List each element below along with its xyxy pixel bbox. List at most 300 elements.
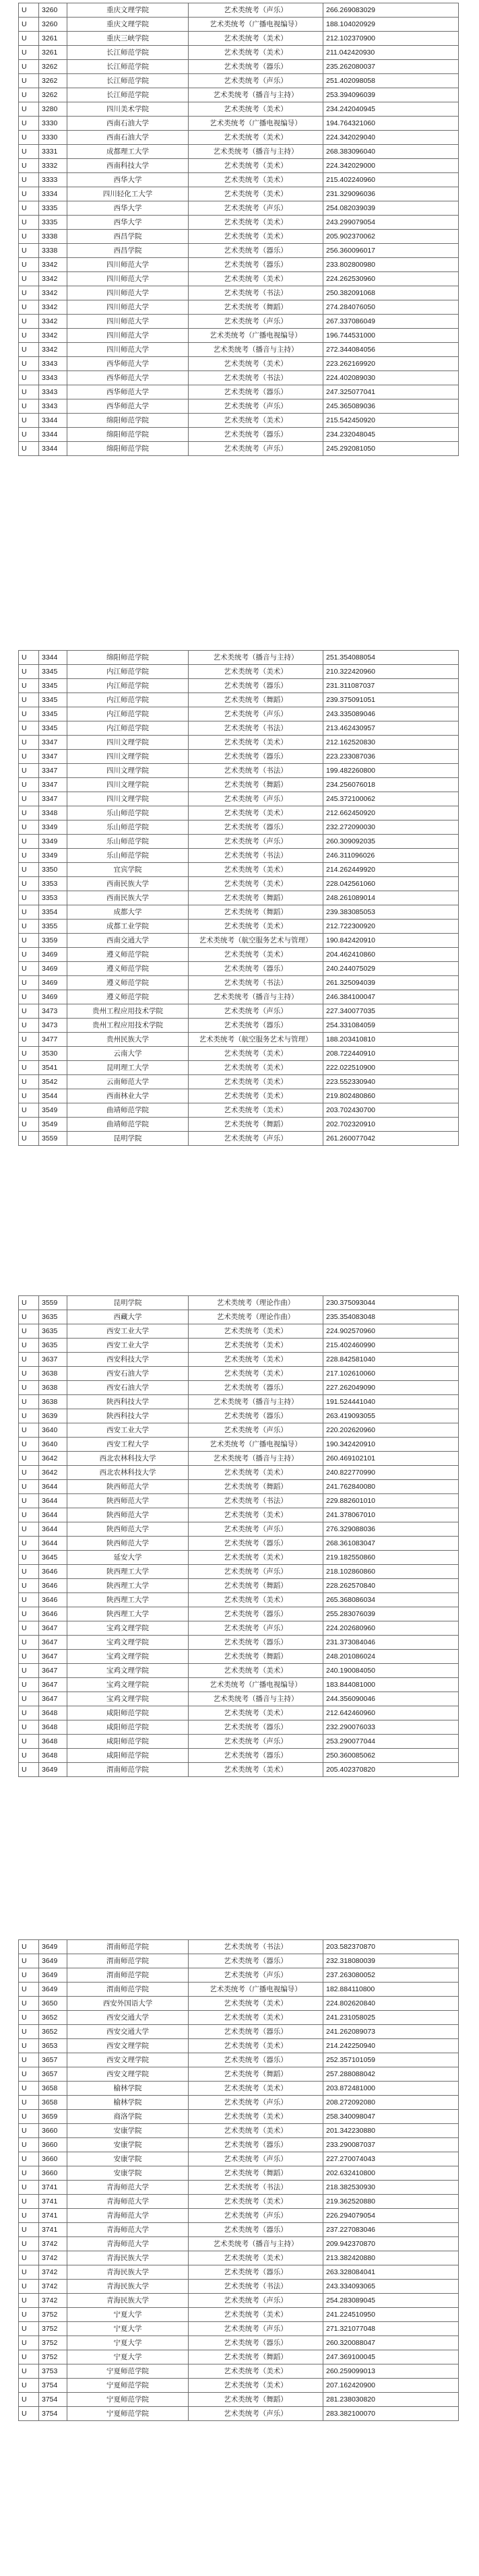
category-cell: 艺术类统考（美术）	[189, 2251, 323, 2265]
category-cell: 艺术类统考（舞蹈）	[189, 1480, 323, 1494]
score-cell: 204.462410860	[323, 948, 459, 962]
school-name-cell: 遵义师范学院	[67, 990, 189, 1004]
school-name-cell: 乐山师范学院	[67, 835, 189, 849]
school-code-cell: 3647	[39, 1664, 67, 1678]
table-row	[19, 1940, 459, 1954]
category-cell: 艺术类统考（器乐）	[189, 428, 323, 442]
batch-cell: U	[19, 442, 39, 456]
school-code-cell: 3261	[39, 32, 67, 46]
table-row	[19, 102, 459, 117]
table-row	[19, 877, 459, 891]
batch-cell: U	[19, 2322, 39, 2336]
score-cell: 224.902570960	[323, 1324, 459, 1339]
category-cell: 艺术类统考（美术）	[189, 357, 323, 371]
school-code-cell: 3637	[39, 1353, 67, 1367]
batch-cell: U	[19, 1103, 39, 1118]
category-cell: 艺术类统考（播音与主持）	[189, 343, 323, 357]
batch-cell: U	[19, 46, 39, 60]
table-row	[19, 976, 459, 990]
category-cell: 艺术类统考（声乐）	[189, 1132, 323, 1146]
category-cell: 艺术类统考（美术）	[189, 272, 323, 286]
batch-cell: U	[19, 18, 39, 32]
batch-cell: U	[19, 1593, 39, 1607]
school-name-cell: 贵州工程应用技术学院	[67, 1004, 189, 1019]
table-row	[19, 693, 459, 707]
score-cell: 203.872481000	[323, 2082, 459, 2096]
batch-cell: U	[19, 1353, 39, 1367]
school-name-cell: 贵州工程应用技术学院	[67, 1019, 189, 1033]
category-cell: 艺术类统考（书法）	[189, 286, 323, 300]
school-code-cell: 3754	[39, 2407, 67, 2421]
category-cell: 艺术类统考（美术）	[189, 1508, 323, 1522]
category-cell: 艺术类统考（器乐）	[189, 1019, 323, 1033]
table-row	[19, 230, 459, 244]
batch-cell: U	[19, 2039, 39, 2053]
table-row	[19, 315, 459, 329]
batch-cell: U	[19, 1423, 39, 1438]
school-name-cell: 绵阳师范学院	[67, 651, 189, 665]
school-name-cell: 西安工业大学	[67, 1339, 189, 1353]
score-cell: 199.482260800	[323, 764, 459, 778]
category-cell: 艺术类统考（舞蹈）	[189, 300, 323, 315]
school-name-cell: 贵州民族大学	[67, 1033, 189, 1047]
school-code-cell: 3335	[39, 216, 67, 230]
school-name-cell: 陕西理工大学	[67, 1565, 189, 1579]
score-cell: 196.744531000	[323, 329, 459, 343]
batch-cell: U	[19, 1089, 39, 1103]
category-cell: 艺术类统考（广播电视编导）	[189, 1983, 323, 1997]
school-name-cell: 青海师范大学	[67, 2181, 189, 2195]
batch-cell: U	[19, 1047, 39, 1061]
category-cell: 艺术类统考（播音与主持）	[189, 145, 323, 159]
score-cell: 243.334093065	[323, 2280, 459, 2294]
batch-cell: U	[19, 371, 39, 385]
table-row	[19, 1664, 459, 1678]
school-code-cell: 3659	[39, 2110, 67, 2124]
school-name-cell: 西北农林科技大学	[67, 1452, 189, 1466]
score-cell: 218.102860860	[323, 1565, 459, 1579]
table-row	[19, 1692, 459, 1706]
school-name-cell: 宁夏师范学院	[67, 2393, 189, 2407]
table-row	[19, 286, 459, 300]
score-cell: 208.722440910	[323, 1047, 459, 1061]
school-code-cell: 3331	[39, 145, 67, 159]
school-name-cell: 陕西师范大学	[67, 1494, 189, 1508]
category-cell: 艺术类统考（书法）	[189, 976, 323, 990]
batch-cell: U	[19, 187, 39, 201]
table-row	[19, 117, 459, 131]
table-row	[19, 1579, 459, 1593]
table-row	[19, 1537, 459, 1551]
score-cell: 213.382420880	[323, 2251, 459, 2265]
table-row	[19, 343, 459, 357]
score-cell: 213.462430957	[323, 721, 459, 736]
table-row	[19, 2237, 459, 2251]
score-cell: 266.269083029	[323, 3, 459, 18]
batch-cell: U	[19, 159, 39, 173]
category-cell: 艺术类统考（美术）	[189, 1593, 323, 1607]
school-code-cell: 3638	[39, 1381, 67, 1395]
score-cell: 243.335089046	[323, 707, 459, 721]
school-code-cell: 3644	[39, 1480, 67, 1494]
score-cell: 228.842581040	[323, 1353, 459, 1367]
score-cell: 241.231058025	[323, 2011, 459, 2025]
batch-cell: U	[19, 1395, 39, 1409]
category-cell: 艺术类统考（美术）	[189, 1706, 323, 1720]
category-cell: 艺术类统考（美术）	[189, 1997, 323, 2011]
table-row	[19, 2011, 459, 2025]
table-row	[19, 2138, 459, 2152]
category-cell: 艺术类统考（舞蹈）	[189, 905, 323, 920]
category-cell: 艺术类统考（广播电视编导）	[189, 329, 323, 343]
batch-cell: U	[19, 2082, 39, 2096]
school-name-cell: 西安科技大学	[67, 1353, 189, 1367]
category-cell: 艺术类统考（美术）	[189, 1061, 323, 1075]
school-code-cell: 3342	[39, 286, 67, 300]
table-row	[19, 764, 459, 778]
school-name-cell: 西藏大学	[67, 1310, 189, 1324]
table-row	[19, 46, 459, 60]
school-name-cell: 西安石油大学	[67, 1381, 189, 1395]
school-name-cell: 西昌学院	[67, 244, 189, 258]
score-cell: 253.394096039	[323, 88, 459, 102]
batch-cell: U	[19, 414, 39, 428]
school-name-cell: 四川师范大学	[67, 258, 189, 272]
school-code-cell: 3477	[39, 1033, 67, 1047]
batch-cell: U	[19, 1409, 39, 1423]
school-code-cell: 3345	[39, 679, 67, 693]
table-row	[19, 2364, 459, 2379]
school-code-cell: 3349	[39, 835, 67, 849]
school-code-cell: 3342	[39, 272, 67, 286]
school-code-cell: 3347	[39, 792, 67, 806]
score-cell: 272.344084056	[323, 343, 459, 357]
school-name-cell: 西安文理学院	[67, 2053, 189, 2067]
table-row	[19, 1735, 459, 1749]
school-code-cell: 3344	[39, 442, 67, 456]
batch-cell: U	[19, 2209, 39, 2223]
school-code-cell: 3280	[39, 102, 67, 117]
school-name-cell: 西昌学院	[67, 230, 189, 244]
batch-cell: U	[19, 329, 39, 343]
batch-cell: U	[19, 2067, 39, 2082]
score-cell: 188.203410810	[323, 1033, 459, 1047]
score-cell: 217.102610060	[323, 1367, 459, 1381]
score-cell: 234.256076018	[323, 778, 459, 792]
table-row	[19, 258, 459, 272]
score-cell: 241.262089073	[323, 2025, 459, 2039]
batch-cell: U	[19, 849, 39, 863]
school-name-cell: 四川师范大学	[67, 300, 189, 315]
school-name-cell: 青海民族大学	[67, 2294, 189, 2308]
table-row	[19, 74, 459, 88]
table-row	[19, 934, 459, 948]
school-name-cell: 成都理工大学	[67, 145, 189, 159]
score-cell: 268.383096040	[323, 145, 459, 159]
score-cell: 241.378067010	[323, 1508, 459, 1522]
table-row	[19, 1047, 459, 1061]
category-cell: 艺术类统考（声乐）	[189, 399, 323, 414]
category-cell: 艺术类统考（美术）	[189, 1551, 323, 1565]
category-cell: 艺术类统考（美术）	[189, 46, 323, 60]
score-cell: 219.182550860	[323, 1551, 459, 1565]
school-name-cell: 乐山师范学院	[67, 820, 189, 835]
category-cell: 艺术类统考（美术）	[189, 131, 323, 145]
batch-cell: U	[19, 131, 39, 145]
school-code-cell: 3742	[39, 2265, 67, 2280]
school-code-cell: 3544	[39, 1089, 67, 1103]
school-name-cell: 陕西科技大学	[67, 1395, 189, 1409]
table-row	[19, 1324, 459, 1339]
category-cell: 艺术类统考（播音与主持）	[189, 88, 323, 102]
school-name-cell: 宝鸡文理学院	[67, 1636, 189, 1650]
category-cell: 艺术类统考（美术）	[189, 187, 323, 201]
school-code-cell: 3333	[39, 173, 67, 187]
table-row	[19, 1395, 459, 1409]
table-row	[19, 1367, 459, 1381]
batch-cell: U	[19, 1508, 39, 1522]
batch-cell: U	[19, 1367, 39, 1381]
school-name-cell: 宁夏大学	[67, 2336, 189, 2350]
category-cell: 艺术类统考（航空服务艺术与管理）	[189, 934, 323, 948]
table-row	[19, 187, 459, 201]
school-code-cell: 3645	[39, 1551, 67, 1565]
category-cell: 艺术类统考（美术）	[189, 1763, 323, 1777]
score-cell: 230.375093044	[323, 1296, 459, 1310]
batch-cell: U	[19, 1324, 39, 1339]
school-code-cell: 3652	[39, 2011, 67, 2025]
batch-cell: U	[19, 2138, 39, 2152]
school-code-cell: 3342	[39, 343, 67, 357]
batch-cell: U	[19, 1607, 39, 1621]
school-name-cell: 西南石油大学	[67, 131, 189, 145]
table-row	[19, 2067, 459, 2082]
school-code-cell: 3648	[39, 1720, 67, 1735]
batch-cell: U	[19, 2152, 39, 2166]
school-name-cell: 陕西师范大学	[67, 1480, 189, 1494]
school-name-cell: 四川师范大学	[67, 329, 189, 343]
batch-cell: U	[19, 1452, 39, 1466]
category-cell: 艺术类统考（器乐）	[189, 385, 323, 399]
school-code-cell: 3354	[39, 905, 67, 920]
batch-cell: U	[19, 272, 39, 286]
table-row	[19, 88, 459, 102]
batch-cell: U	[19, 665, 39, 679]
school-name-cell: 重庆三峡学院	[67, 32, 189, 46]
score-table-page-4	[18, 1939, 459, 2421]
batch-cell: U	[19, 990, 39, 1004]
school-code-cell: 3649	[39, 1968, 67, 1983]
batch-cell: U	[19, 399, 39, 414]
school-code-cell: 3647	[39, 1650, 67, 1664]
category-cell: 艺术类统考（声乐）	[189, 1565, 323, 1579]
batch-cell: U	[19, 1565, 39, 1579]
school-name-cell: 乐山师范学院	[67, 849, 189, 863]
table-row	[19, 1423, 459, 1438]
school-name-cell: 内江师范学院	[67, 665, 189, 679]
table-row	[19, 1749, 459, 1763]
school-code-cell: 3742	[39, 2294, 67, 2308]
score-cell: 235.262080037	[323, 60, 459, 74]
category-cell: 艺术类统考（器乐）	[189, 820, 323, 835]
score-cell: 183.844081000	[323, 1678, 459, 1692]
school-code-cell: 3649	[39, 1940, 67, 1954]
category-cell: 艺术类统考（器乐）	[189, 258, 323, 272]
batch-cell: U	[19, 32, 39, 46]
score-cell: 212.102370900	[323, 32, 459, 46]
score-cell: 245.365089036	[323, 399, 459, 414]
score-cell: 240.822770990	[323, 1466, 459, 1480]
category-cell: 艺术类统考（美术）	[189, 102, 323, 117]
score-cell: 243.299079054	[323, 216, 459, 230]
school-code-cell: 3353	[39, 877, 67, 891]
school-name-cell: 陕西师范大学	[67, 1508, 189, 1522]
category-cell: 艺术类统考（器乐）	[189, 1636, 323, 1650]
school-code-cell: 3642	[39, 1452, 67, 1466]
batch-cell: U	[19, 750, 39, 764]
category-cell: 艺术类统考（声乐）	[189, 2407, 323, 2421]
score-cell: 215.402460990	[323, 1339, 459, 1353]
school-code-cell: 3342	[39, 315, 67, 329]
batch-cell: U	[19, 806, 39, 820]
batch-cell: U	[19, 258, 39, 272]
table-row	[19, 1494, 459, 1508]
table-row	[19, 1339, 459, 1353]
score-cell: 208.272092080	[323, 2096, 459, 2110]
school-code-cell: 3469	[39, 948, 67, 962]
table-row	[19, 1019, 459, 1033]
category-cell: 艺术类统考（美术）	[189, 1353, 323, 1367]
school-code-cell: 3342	[39, 329, 67, 343]
score-cell: 232.318080039	[323, 1954, 459, 1968]
school-code-cell: 3742	[39, 2237, 67, 2251]
score-cell: 274.284076050	[323, 300, 459, 315]
school-code-cell: 3335	[39, 201, 67, 216]
category-cell: 艺术类统考（声乐）	[189, 792, 323, 806]
batch-cell: U	[19, 1735, 39, 1749]
category-cell: 艺术类统考（美术）	[189, 2379, 323, 2393]
category-cell: 艺术类统考（器乐）	[189, 2138, 323, 2152]
table-row	[19, 1103, 459, 1118]
batch-cell: U	[19, 934, 39, 948]
score-cell: 239.375091051	[323, 693, 459, 707]
school-code-cell: 3635	[39, 1339, 67, 1353]
batch-cell: U	[19, 1983, 39, 1997]
school-name-cell: 西安交通大学	[67, 2011, 189, 2025]
category-cell: 艺术类统考（器乐）	[189, 1537, 323, 1551]
score-cell: 212.642460960	[323, 1706, 459, 1720]
score-cell: 210.322420960	[323, 665, 459, 679]
score-cell: 205.402370820	[323, 1763, 459, 1777]
school-code-cell: 3345	[39, 665, 67, 679]
school-code-cell: 3754	[39, 2393, 67, 2407]
table-row	[19, 18, 459, 32]
table-row	[19, 1607, 459, 1621]
score-cell: 190.342420910	[323, 1438, 459, 1452]
table-row	[19, 778, 459, 792]
category-cell: 艺术类统考（声乐）	[189, 1423, 323, 1438]
school-name-cell: 长江师范学院	[67, 46, 189, 60]
batch-cell: U	[19, 707, 39, 721]
school-name-cell: 云南大学	[67, 1047, 189, 1061]
school-name-cell: 西南民族大学	[67, 891, 189, 905]
score-cell: 205.902370062	[323, 230, 459, 244]
school-name-cell: 长江师范学院	[67, 60, 189, 74]
school-code-cell: 3345	[39, 721, 67, 736]
school-code-cell: 3741	[39, 2209, 67, 2223]
batch-cell: U	[19, 792, 39, 806]
category-cell: 艺术类统考（书法）	[189, 371, 323, 385]
category-cell: 艺术类统考（美术）	[189, 2195, 323, 2209]
category-cell: 艺术类统考（器乐）	[189, 962, 323, 976]
school-name-cell: 西华师范大学	[67, 357, 189, 371]
school-name-cell: 青海师范大学	[67, 2209, 189, 2223]
table-row	[19, 2308, 459, 2322]
table-row	[19, 399, 459, 414]
school-code-cell: 3260	[39, 18, 67, 32]
table-row	[19, 820, 459, 835]
batch-cell: U	[19, 2110, 39, 2124]
school-name-cell: 青海民族大学	[67, 2265, 189, 2280]
batch-cell: U	[19, 1019, 39, 1033]
score-cell: 263.419093055	[323, 1409, 459, 1423]
school-name-cell: 咸阳师范学院	[67, 1706, 189, 1720]
school-code-cell: 3349	[39, 820, 67, 835]
table-row	[19, 962, 459, 976]
school-name-cell: 遵义师范学院	[67, 962, 189, 976]
category-cell: 艺术类统考（美术）	[189, 2308, 323, 2322]
table-row	[19, 1678, 459, 1692]
category-cell: 艺术类统考（书法）	[189, 721, 323, 736]
batch-cell: U	[19, 948, 39, 962]
category-cell: 艺术类统考（器乐）	[189, 1749, 323, 1763]
batch-cell: U	[19, 1004, 39, 1019]
school-code-cell: 3753	[39, 2364, 67, 2379]
school-name-cell: 西安文理学院	[67, 2039, 189, 2053]
category-cell: 艺术类统考（声乐）	[189, 2322, 323, 2336]
school-name-cell: 青海民族大学	[67, 2280, 189, 2294]
table-row	[19, 920, 459, 934]
score-cell: 231.329096036	[323, 187, 459, 201]
batch-cell: U	[19, 976, 39, 990]
school-name-cell: 西安石油大学	[67, 1367, 189, 1381]
school-name-cell: 四川师范大学	[67, 315, 189, 329]
batch-cell: U	[19, 651, 39, 665]
school-code-cell: 3752	[39, 2336, 67, 2350]
category-cell: 艺术类统考（器乐）	[189, 1720, 323, 1735]
category-cell: 艺术类统考（广播电视编导）	[189, 1678, 323, 1692]
school-code-cell: 3355	[39, 920, 67, 934]
score-cell: 245.292081050	[323, 442, 459, 456]
batch-cell: U	[19, 764, 39, 778]
table-row	[19, 2223, 459, 2237]
school-name-cell: 安康学院	[67, 2138, 189, 2152]
school-name-cell: 绵阳师范学院	[67, 414, 189, 428]
school-code-cell: 3642	[39, 1466, 67, 1480]
school-code-cell: 3342	[39, 300, 67, 315]
score-cell: 228.042561060	[323, 877, 459, 891]
table-row	[19, 1565, 459, 1579]
school-name-cell: 曲靖师范学院	[67, 1118, 189, 1132]
batch-cell: U	[19, 2393, 39, 2407]
batch-cell: U	[19, 1061, 39, 1075]
batch-cell: U	[19, 2053, 39, 2067]
school-name-cell: 宁夏师范学院	[67, 2407, 189, 2421]
school-name-cell: 昆明学院	[67, 1296, 189, 1310]
score-cell: 231.311087037	[323, 679, 459, 693]
school-code-cell: 3752	[39, 2350, 67, 2364]
school-code-cell: 3649	[39, 1983, 67, 1997]
